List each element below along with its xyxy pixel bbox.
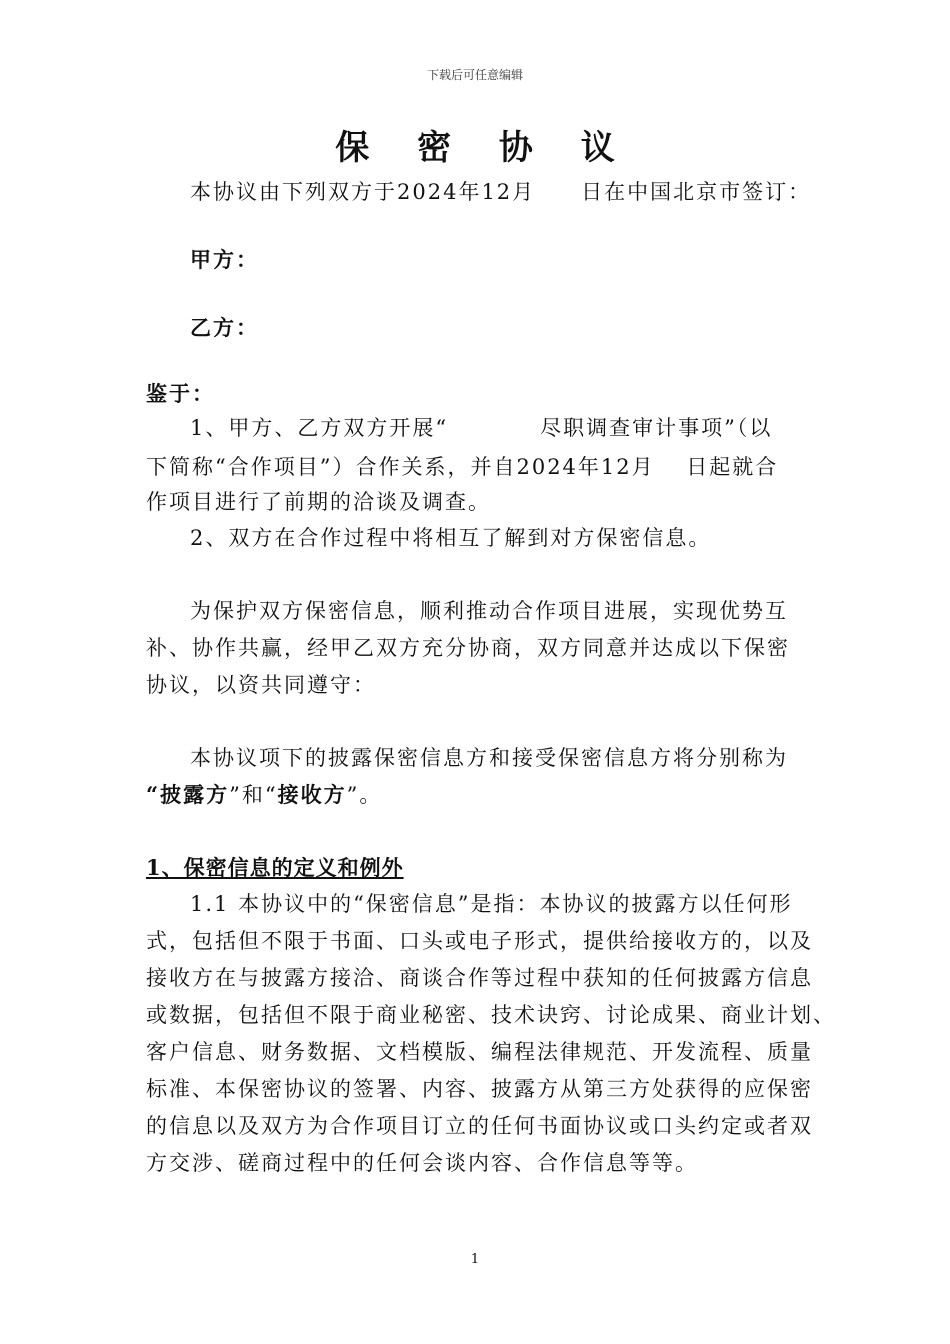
closing-text: ”。: [346, 783, 383, 807]
quote-mark: “: [146, 782, 161, 807]
section-1-1-line: 标准、本保密协议的签署、内容、披露方从第三方处获得的应保密: [146, 1077, 813, 1101]
section-1-1-line: 方交涉、磋商过程中的任何会谈内容、合作信息等等。: [146, 1151, 698, 1175]
section-1-1-line: 式，包括但不限于书面、口头或电子形式，提供给接收方的，以及: [146, 929, 813, 953]
whereas-2-line: 2、双方在合作过程中将相互了解到对方保密信息。: [190, 526, 712, 550]
section-1-1-line: 接收方在与披露方接洽、商谈合作等过程中获知的任何披露方信息: [146, 966, 813, 990]
whereas-1-line: 作项目进行了前期的洽谈及调查。: [146, 490, 491, 514]
page-number: 1: [470, 1252, 480, 1267]
page-header: 下载后可任意编辑: [426, 68, 523, 82]
discloser-term: 披露方: [160, 782, 230, 807]
intro-line: 本协议由下列双方于2024年12月 日在中国北京市签订：: [190, 180, 812, 204]
section-1-1-line: 或数据，包括但不限于商业秘密、技术诀窍、讨论成果、商业计划、: [146, 1003, 836, 1027]
section-1-heading: 1、保密信息的定义和例外: [146, 855, 404, 880]
whereas-1-line: 1、甲方、乙方双方开展“ 尽职调查审计事项”（以: [190, 416, 773, 440]
definition-line: 本协议项下的披露保密信息方和接受保密信息方将分别称为: [190, 746, 788, 770]
purpose-line: 为保护双方保密信息，顺利推动合作项目进展，实现优势互: [190, 599, 788, 623]
section-1-1-line: 1.1 本协议中的“保密信息”是指：本协议的披露方以任何形: [190, 892, 793, 916]
party-b-label: 乙方：: [190, 315, 259, 340]
purpose-line: 补、协作共赢，经甲乙双方充分协商，双方同意并达成以下保密: [146, 636, 790, 660]
connector-text: ”和“: [229, 783, 278, 807]
party-a-label: 甲方：: [190, 247, 259, 272]
purpose-line: 协议，以资共同遵守：: [146, 673, 376, 697]
document-title: 保 密 协 议: [335, 128, 633, 168]
whereas-1-line: 下简称“合作项目”）合作关系，并自2024年12月 日起就合: [146, 455, 779, 479]
section-1-1-line: 客户信息、财务数据、文档模版、编程法律规范、开发流程、质量: [146, 1040, 813, 1064]
definition-terms-line: [146, 779, 382, 809]
receiver-term: 接收方: [277, 782, 347, 807]
section-1-1-line: 的信息以及双方为合作项目订立的任何书面协议或口头约定或者双: [146, 1114, 813, 1138]
whereas-heading: 鉴于：: [146, 381, 215, 406]
